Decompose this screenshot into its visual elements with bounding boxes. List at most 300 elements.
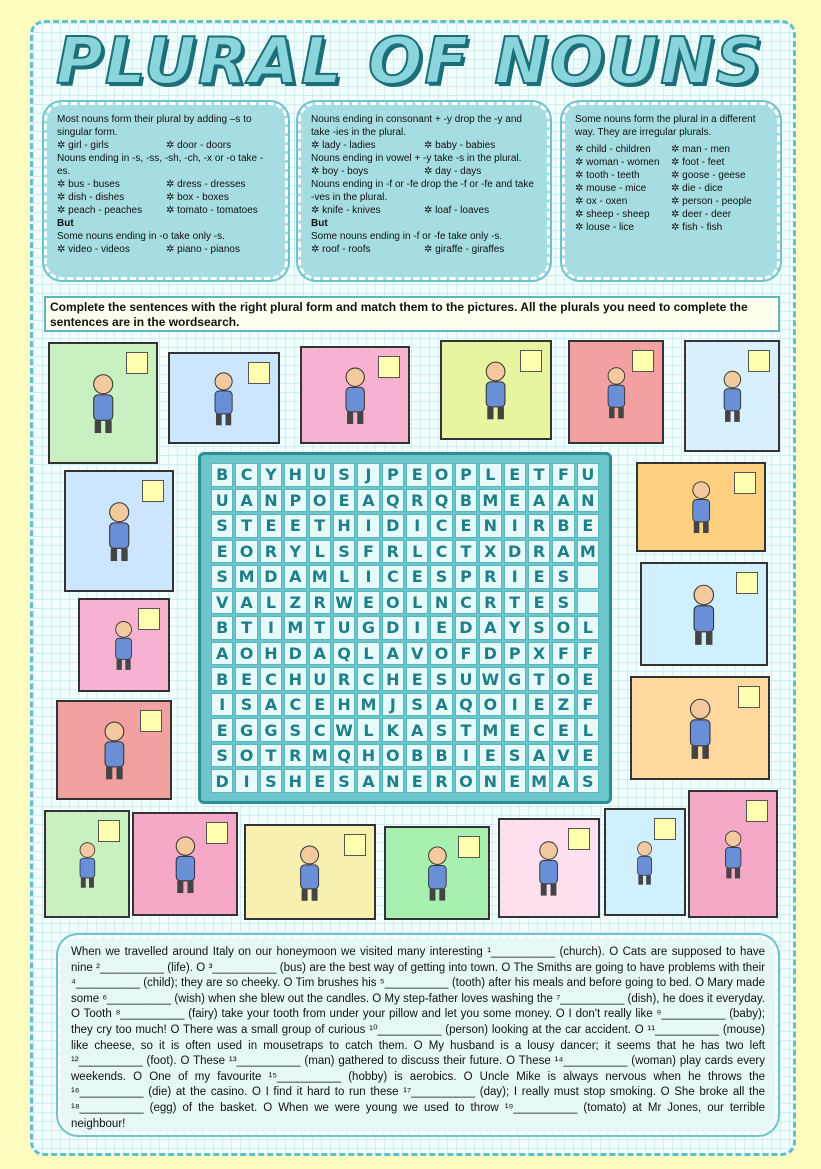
wordsearch-cell: H: [284, 463, 306, 487]
picture-card: [684, 340, 780, 452]
wordsearch-cell: L: [577, 718, 599, 742]
cartoon-figure-icon: [714, 361, 751, 431]
wordsearch-cell: L: [357, 718, 379, 742]
wordsearch-cell: D: [284, 642, 306, 666]
wordsearch-cell: C: [284, 693, 306, 717]
example-item: ✲ tooth - teeth: [575, 169, 671, 182]
cartoon-figure-icon: [165, 832, 206, 897]
cartoon-figure-icon: [284, 843, 335, 903]
wordsearch-cell: F: [577, 693, 599, 717]
example-item: ✲ loaf - loaves: [424, 204, 537, 217]
wordsearch-cell: X: [479, 540, 501, 564]
example-list: [311, 139, 537, 152]
wordsearch-cell: W: [479, 667, 501, 691]
wordsearch-cell: D: [211, 769, 233, 793]
answer-box[interactable]: [206, 822, 228, 844]
wordsearch-cell: L: [333, 565, 355, 589]
wordsearch-cell: A: [357, 769, 379, 793]
wordsearch-cell: L: [406, 591, 428, 615]
wordsearch-cell: D: [455, 616, 477, 640]
wordsearch-cell: E: [357, 591, 379, 615]
wordsearch-cell: V: [211, 591, 233, 615]
wordsearch-cell: M: [357, 693, 379, 717]
rule-box-2: [298, 102, 550, 280]
cartoon-figure-icon: [474, 359, 517, 421]
wordsearch-cell: O: [455, 769, 477, 793]
wordsearch-cell: N: [382, 769, 404, 793]
wordsearch-cell: Z: [552, 693, 574, 717]
wordsearch-cell: E: [455, 514, 477, 538]
wordsearch-cell: E: [406, 565, 428, 589]
wordsearch-cell: A: [528, 744, 550, 768]
example-item: ✲ woman - women: [575, 156, 671, 169]
example-list: [57, 243, 275, 256]
wordsearch-cell: C: [455, 591, 477, 615]
wordsearch-cell: B: [552, 514, 574, 538]
example-item: ✲ deer - deer: [671, 208, 767, 221]
picture-card: [300, 346, 410, 444]
wordsearch-cell: S: [211, 514, 233, 538]
wordsearch-cell: P: [455, 463, 477, 487]
rule-text: But: [311, 218, 328, 229]
wordsearch-cell: T: [235, 616, 257, 640]
example-item: ✲ giraffe - giraffes: [424, 243, 537, 256]
wordsearch-cell: Q: [333, 744, 355, 768]
example-item: ✲ door - doors: [166, 139, 275, 152]
wordsearch-cell: R: [479, 565, 501, 589]
wordsearch-cell: S: [211, 565, 233, 589]
example-item: ✲ dress - dresses: [166, 178, 275, 191]
picture-card: [568, 340, 664, 444]
wordsearch-cell: F: [455, 642, 477, 666]
wordsearch-grid: [198, 452, 612, 804]
example-item: ✲ fish - fish: [671, 221, 767, 234]
wordsearch-cell: O: [382, 744, 404, 768]
cartoon-figure-icon: [673, 696, 727, 761]
wordsearch-cell: C: [430, 540, 452, 564]
wordsearch-cell: N: [479, 514, 501, 538]
wordsearch-cell: C: [260, 667, 282, 691]
wordsearch-cell: A: [211, 642, 233, 666]
example-item: ✲ girl - girls: [57, 139, 166, 152]
wordsearch-cell: M: [284, 616, 306, 640]
example-item: ✲ video - videos: [57, 243, 166, 256]
rule-box-3: [562, 102, 780, 280]
wordsearch-cell: Y: [504, 616, 526, 640]
wordsearch-cell: S: [504, 744, 526, 768]
wordsearch-cell: P: [284, 489, 306, 513]
wordsearch-cell: O: [382, 591, 404, 615]
wordsearch-cell: A: [552, 489, 574, 513]
wordsearch-cell: B: [430, 744, 452, 768]
wordsearch-cell: T: [455, 540, 477, 564]
wordsearch-cell: O: [235, 540, 257, 564]
wordsearch-cell: J: [357, 463, 379, 487]
wordsearch-cell: I: [406, 616, 428, 640]
example-item: ✲ boy - boys: [311, 165, 424, 178]
wordsearch-cell: M: [479, 489, 501, 513]
example-item: ✲ knife - knives: [311, 204, 424, 217]
example-item: ✲ ox - oxen: [575, 195, 671, 208]
wordsearch-cell: A: [406, 718, 428, 742]
wordsearch-cell: I: [357, 565, 379, 589]
cartoon-figure-icon: [529, 837, 568, 899]
wordsearch-cell: L: [577, 616, 599, 640]
wordsearch-cell: S: [333, 769, 355, 793]
wordsearch-cell: S: [211, 744, 233, 768]
answer-box[interactable]: [138, 608, 160, 630]
wordsearch-cell: H: [382, 667, 404, 691]
picture-card: [384, 826, 490, 920]
example-list: [311, 204, 537, 217]
wordsearch-cell: T: [528, 463, 550, 487]
wordsearch-cell: Y: [284, 540, 306, 564]
wordsearch-cell: M: [577, 540, 599, 564]
wordsearch-cell: S: [333, 463, 355, 487]
wordsearch-cell: M: [309, 565, 331, 589]
example-item: ✲ baby - babies: [424, 139, 537, 152]
wordsearch-cell: E: [309, 693, 331, 717]
example-item: ✲ bus - buses: [57, 178, 166, 191]
wordsearch-cell: B: [455, 489, 477, 513]
wordsearch-cell: H: [284, 769, 306, 793]
rule-text: Some nouns form the plural in a different way. They are irregular plurals.: [575, 114, 756, 138]
wordsearch-cell: Q: [430, 489, 452, 513]
wordsearch-cell: D: [260, 565, 282, 589]
wordsearch-cell: N: [430, 591, 452, 615]
wordsearch-cell: B: [406, 744, 428, 768]
wordsearch-cell: D: [382, 616, 404, 640]
wordsearch-cell: Q: [382, 489, 404, 513]
wordsearch-cell: G: [504, 667, 526, 691]
answer-box[interactable]: [748, 350, 770, 372]
example-item: ✲ die - dice: [671, 182, 767, 195]
example-item: ✲ louse - lice: [575, 221, 671, 234]
wordsearch-cell: I: [211, 693, 233, 717]
rule-text: Some nouns ending in -f or -fe take only -s.: [311, 231, 503, 242]
wordsearch-cell: F: [577, 642, 599, 666]
wordsearch-cell: U: [577, 463, 599, 487]
wordsearch-cell: E: [577, 514, 599, 538]
picture-card: [604, 808, 686, 916]
example-item: ✲ tomato - tomatoes: [166, 204, 275, 217]
wordsearch-cell: A: [309, 642, 331, 666]
wordsearch-cell: T: [309, 616, 331, 640]
wordsearch-cell: A: [357, 489, 379, 513]
wordsearch-cell: S: [430, 667, 452, 691]
rule-text: Nouns ending in -f or -fe drop the -f or -fe and take -ves in the plural.: [311, 179, 534, 203]
example-item: ✲ person - people: [671, 195, 767, 208]
answer-box[interactable]: [632, 350, 654, 372]
answer-box[interactable]: [142, 480, 164, 502]
wordsearch-cell: E: [504, 489, 526, 513]
wordsearch-cell: A: [284, 565, 306, 589]
picture-card: [64, 470, 174, 592]
wordsearch-cell: I: [504, 565, 526, 589]
wordsearch-cell: H: [357, 744, 379, 768]
answer-box[interactable]: [734, 472, 756, 494]
wordsearch-cell: R: [382, 540, 404, 564]
wordsearch-cell: L: [406, 540, 428, 564]
wordsearch-cell: S: [552, 591, 574, 615]
wordsearch-cell: I: [455, 744, 477, 768]
answer-box[interactable]: [126, 352, 148, 374]
wordsearch-cell: E: [430, 616, 452, 640]
wordsearch-cell: M: [528, 769, 550, 793]
wordsearch-cell: C: [430, 514, 452, 538]
picture-card: [640, 562, 768, 666]
wordsearch-cell: R: [406, 489, 428, 513]
picture-card: [56, 700, 172, 800]
wordsearch-cell: B: [211, 463, 233, 487]
wordsearch-cell: T: [528, 667, 550, 691]
wordsearch-cell: L: [479, 463, 501, 487]
picture-card: [44, 810, 130, 918]
wordsearch-cell: T: [309, 514, 331, 538]
wordsearch-cell: O: [430, 642, 452, 666]
wordsearch-cell: R: [309, 591, 331, 615]
wordsearch-cell: I: [504, 514, 526, 538]
wordsearch-cell: E: [211, 540, 233, 564]
cartoon-figure-icon: [106, 616, 141, 675]
wordsearch-cell: E: [406, 667, 428, 691]
wordsearch-cell: O: [235, 744, 257, 768]
wordsearch-cell: E: [284, 514, 306, 538]
cartoon-figure-icon: [679, 582, 729, 647]
wordsearch-cell: H: [333, 693, 355, 717]
answer-box[interactable]: [568, 828, 590, 850]
example-list: [57, 178, 275, 217]
wordsearch-cell: A: [552, 540, 574, 564]
wordsearch-cell: W: [333, 591, 355, 615]
wordsearch-cell: C: [309, 718, 331, 742]
wordsearch-cell: S: [552, 565, 574, 589]
example-list: [575, 143, 767, 234]
exercise-text: When we travelled around Italy on our honeymoon we visited many interesting ¹__________ (church). O Cats are supposed to have nine ²__________ (life). O ³__________ (bus) are the best way of getting into town. O The Smiths are going to have problems with their ⁴__________ (child); they are so cheeky. O Tim brushes his ⁵__________ (tooth) after his meals and before going to bed. O Mary made some ⁶__________ (wish) when she blew out the candles. O My step-father loves washing the ⁷__________ (dish), he does it everyday. O Tooth ⁸__________ (fairy) take your tooth from under your pillow and let you some money. O I don't really like ⁹__________ (baby); they cry too much! O There was a small group of curious ¹⁰__________ (person) looking at the car accident. O ¹¹__________ (mouse) like cheese, so it is often used in mousetraps to catch them. O My husband is a lousy dancer; it seems that he has two left ¹²__________ (foot). O These ¹³__________ (man) gathered to discuss their future. O These ¹⁴__________ (woman) play cards every weekends. O One of my favourite ¹⁵__________ (hobby) is aerobics. O Uncle Mike is always nervous when he throws the ¹⁶__________ (die) at the casino. O I find it hard to run these ¹⁷__________ (day); I really must stop smoking. O She broke all the ¹⁸__________ (egg) of the basket. O When we were young we used to throw ¹⁹__________ (tomato) at Mr Jones, our terrible neighbour!: [71, 946, 765, 1130]
answer-box[interactable]: [736, 572, 758, 594]
wordsearch-cell: E: [577, 744, 599, 768]
wordsearch-cell: P: [382, 463, 404, 487]
wordsearch-cell: E: [211, 718, 233, 742]
wordsearch-cell: S: [333, 540, 355, 564]
example-item: ✲ man - men: [671, 143, 767, 156]
example-item: ✲ lady - ladies: [311, 139, 424, 152]
wordsearch-cell: Q: [455, 693, 477, 717]
wordsearch-cell: J: [382, 693, 404, 717]
wordsearch-cell: E: [504, 769, 526, 793]
picture-card: [48, 342, 158, 464]
page-title: PLURAL OF NOUNS: [55, 25, 765, 99]
wordsearch-cell: E: [528, 565, 550, 589]
wordsearch-cell: B: [211, 667, 233, 691]
example-item: ✲ goose - geese: [671, 169, 767, 182]
rule-text: Most nouns form their plural by adding –s to singular form.: [57, 114, 252, 138]
wordsearch-cell: I: [235, 769, 257, 793]
wordsearch-cell: I: [357, 514, 379, 538]
answer-box[interactable]: [654, 818, 676, 840]
wordsearch-cell: C: [382, 565, 404, 589]
wordsearch-cell: L: [357, 642, 379, 666]
wordsearch-cell: G: [235, 718, 257, 742]
wordsearch-cell: I: [406, 514, 428, 538]
rule-text: Nouns ending in -s, -ss, -sh, -ch, -x or -o take -es.: [57, 153, 264, 177]
wordsearch-cell: E: [479, 744, 501, 768]
answer-box[interactable]: [140, 710, 162, 732]
wordsearch-cell: R: [333, 667, 355, 691]
wordsearch-cell: C: [357, 667, 379, 691]
wordsearch-cell: P: [455, 565, 477, 589]
wordsearch-cell: O: [552, 616, 574, 640]
wordsearch-cell: I: [260, 616, 282, 640]
wordsearch-cell: N: [260, 489, 282, 513]
cartoon-figure-icon: [598, 360, 635, 425]
wordsearch-cell: A: [430, 693, 452, 717]
answer-box[interactable]: [378, 356, 400, 378]
wordsearch-cell: C: [235, 463, 257, 487]
wordsearch-cell: O: [552, 667, 574, 691]
answer-box[interactable]: [248, 362, 270, 384]
wordsearch-cell: R: [284, 744, 306, 768]
example-item: ✲ dish - dishes: [57, 191, 166, 204]
wordsearch-cell: U: [309, 667, 331, 691]
picture-card: [636, 462, 766, 552]
wordsearch-cell: G: [260, 718, 282, 742]
wordsearch-cell: E: [504, 463, 526, 487]
rule-text: Some nouns ending in -o take only -s.: [57, 231, 225, 242]
wordsearch-cell: Q: [333, 642, 355, 666]
cartoon-figure-icon: [98, 493, 140, 570]
rule-text: But: [57, 218, 74, 229]
wordsearch-cell: D: [382, 514, 404, 538]
wordsearch-cell: V: [552, 744, 574, 768]
cartoon-figure-icon: [676, 479, 726, 535]
wordsearch-cell: S: [577, 769, 599, 793]
example-item: ✲ child - children: [575, 143, 671, 156]
wordsearch-cell: S: [260, 769, 282, 793]
wordsearch-cell: D: [479, 642, 501, 666]
wordsearch-cell: K: [382, 718, 404, 742]
wordsearch-cell: C: [528, 718, 550, 742]
wordsearch-cell: A: [235, 489, 257, 513]
wordsearch-cell: P: [504, 642, 526, 666]
wordsearch-cell: E: [528, 693, 550, 717]
wordsearch-cell: R: [528, 514, 550, 538]
cartoon-figure-icon: [92, 719, 137, 781]
wordsearch-cell: F: [552, 463, 574, 487]
wordsearch-cell: R: [528, 540, 550, 564]
wordsearch-cell: A: [382, 642, 404, 666]
wordsearch-cell: M: [479, 718, 501, 742]
wordsearch-cell: G: [357, 616, 379, 640]
wordsearch-cell: U: [309, 463, 331, 487]
cartoon-figure-icon: [417, 844, 458, 903]
wordsearch-cell: A: [479, 616, 501, 640]
wordsearch-cell: S: [430, 565, 452, 589]
answer-box[interactable]: [746, 800, 768, 822]
wordsearch-cell: X: [528, 642, 550, 666]
wordsearch-cell: D: [504, 540, 526, 564]
wordsearch-cell: A: [552, 769, 574, 793]
answer-box[interactable]: [344, 834, 366, 856]
wordsearch-cell: O: [309, 489, 331, 513]
example-item: ✲ sheep - sheep: [575, 208, 671, 221]
example-item: ✲ piano - pianos: [166, 243, 275, 256]
cartoon-figure-icon: [334, 365, 376, 426]
wordsearch-cell: E: [309, 769, 331, 793]
wordsearch-cell: I: [504, 693, 526, 717]
example-list: [311, 165, 537, 178]
picture-card: [440, 340, 552, 440]
wordsearch-cell: E: [406, 769, 428, 793]
wordsearch-cell: L: [309, 540, 331, 564]
rule-text: Nouns ending in vowel + -y take -s in the plural.: [311, 153, 522, 164]
picture-card: [630, 676, 770, 780]
example-item: ✲ box - boxes: [166, 191, 275, 204]
rule-text: Nouns ending in consonant + -y drop the -y and take -ies in the plural.: [311, 114, 522, 138]
exercise-box: [58, 935, 778, 1135]
wordsearch-cell: O: [430, 463, 452, 487]
wordsearch-cell: U: [211, 489, 233, 513]
picture-card: [244, 824, 376, 920]
answer-box[interactable]: [98, 820, 120, 842]
picture-card: [498, 818, 600, 918]
instructions: Complete the sentences with the right plural form and match them to the pictures. All the plurals you need to complete the sentences are in the wordsearch.: [44, 296, 780, 332]
example-item: ✲ foot - feet: [671, 156, 767, 169]
wordsearch-cell: S: [284, 718, 306, 742]
wordsearch-cell: N: [479, 769, 501, 793]
wordsearch-cell: S: [430, 718, 452, 742]
wordsearch-cell: A: [260, 693, 282, 717]
rule-box-1: [44, 102, 288, 280]
answer-box[interactable]: [520, 350, 542, 372]
wordsearch-cell: M: [235, 565, 257, 589]
wordsearch-cell: T: [504, 591, 526, 615]
wordsearch-cell: E: [577, 667, 599, 691]
picture-card: [132, 812, 238, 916]
wordsearch-cell: O: [479, 693, 501, 717]
answer-box[interactable]: [458, 836, 480, 858]
answer-box[interactable]: [738, 686, 760, 708]
example-item: ✲ mouse - mice: [575, 182, 671, 195]
wordsearch-cell: N: [577, 489, 599, 513]
wordsearch-cell: H: [333, 514, 355, 538]
example-item: ✲ peach - peaches: [57, 204, 166, 217]
picture-card: [78, 598, 170, 692]
wordsearch-cell: U: [455, 667, 477, 691]
wordsearch-cell: R: [430, 769, 452, 793]
wordsearch-cell: M: [309, 744, 331, 768]
wordsearch-cell: F: [357, 540, 379, 564]
example-list: [311, 243, 537, 256]
picture-card: [168, 352, 280, 444]
cartoon-figure-icon: [716, 814, 750, 895]
wordsearch-cell: Y: [260, 463, 282, 487]
wordsearch-cell: E: [235, 667, 257, 691]
example-item: ✲ day - days: [424, 165, 537, 178]
wordsearch-cell: S: [406, 693, 428, 717]
wordsearch-cell: U: [333, 616, 355, 640]
wordsearch-cell: B: [211, 616, 233, 640]
wordsearch-cell: E: [260, 514, 282, 538]
wordsearch-cell: L: [260, 591, 282, 615]
wordsearch-cell: R: [479, 591, 501, 615]
wordsearch-cell: S: [528, 616, 550, 640]
wordsearch-cell: S: [235, 693, 257, 717]
wordsearch-cell: T: [235, 514, 257, 538]
example-item: ✲ roof - roofs: [311, 243, 424, 256]
wordsearch-cell: H: [284, 667, 306, 691]
wordsearch-cell: W: [333, 718, 355, 742]
